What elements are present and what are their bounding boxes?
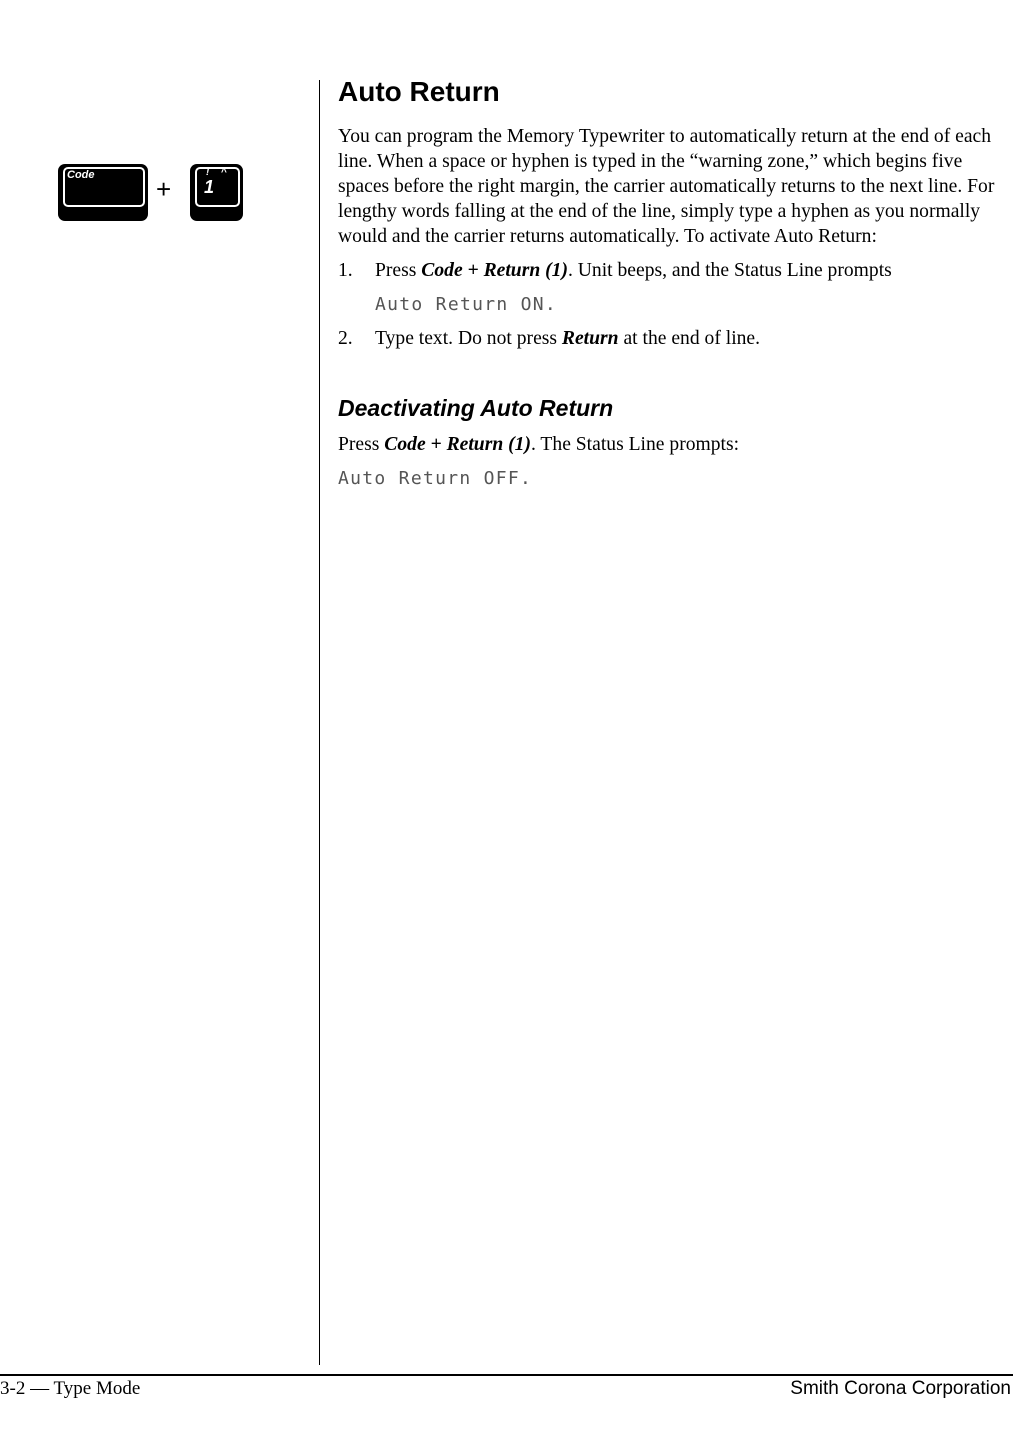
subsection-title: Deactivating Auto Return	[338, 395, 614, 421]
deactivate-text-post: . The Status Line prompts:	[530, 434, 740, 455]
step-text-pre: Press	[375, 260, 422, 281]
code-key-label: Code	[67, 169, 95, 181]
one-key-code-symbol: ^	[221, 167, 227, 178]
one-key-shift-symbol: !	[206, 167, 210, 178]
step-2	[338, 326, 1008, 351]
deactivate-paragraph	[338, 432, 1008, 457]
step-keys: Code + Return (1)	[421, 260, 568, 281]
intro-paragraph: You can program the Memory Typewriter to automatically return at the end of each line. When a space or hyphen is typed in the “warning zone,” which begins five spaces before the right margin, the carrier automatically returns to the next line. For lengthy words falling at the end of the line, simply type a hyphen as you normally would and the carrier returns automatically. To activate Auto Return:	[338, 126, 995, 247]
one-key-number: 1	[204, 177, 215, 197]
main-content	[338, 72, 1008, 491]
step-number: 1.	[338, 260, 353, 281]
footer-rule	[0, 1374, 1013, 1376]
plus-sign: +	[156, 174, 172, 204]
status-line-display-on: Auto Return ON.	[375, 294, 558, 315]
key-combination-illustration	[58, 164, 248, 222]
one-key-icon	[190, 164, 243, 221]
column-divider	[319, 80, 320, 1365]
footer-company: Smith Corona Corporation	[790, 1378, 1011, 1399]
step-1	[338, 258, 1008, 317]
step-keys: Return	[561, 328, 619, 349]
deactivate-keys: Code + Return (1)	[384, 434, 531, 455]
code-key-icon	[58, 164, 148, 221]
footer-page-label: 3-2 — Type Mode	[0, 1378, 141, 1399]
step-text-pre: Type text. Do not press	[375, 328, 562, 349]
step-text-post: . Unit beeps, and the Status Line prompts	[567, 260, 892, 281]
status-line-display-off: Auto Return OFF.	[338, 468, 533, 489]
step-text-post: at the end of line.	[618, 328, 761, 349]
section-title: Auto Return	[338, 76, 500, 107]
one-key-face	[195, 167, 240, 207]
deactivate-text-pre: Press	[338, 434, 385, 455]
step-number: 2.	[338, 328, 353, 349]
